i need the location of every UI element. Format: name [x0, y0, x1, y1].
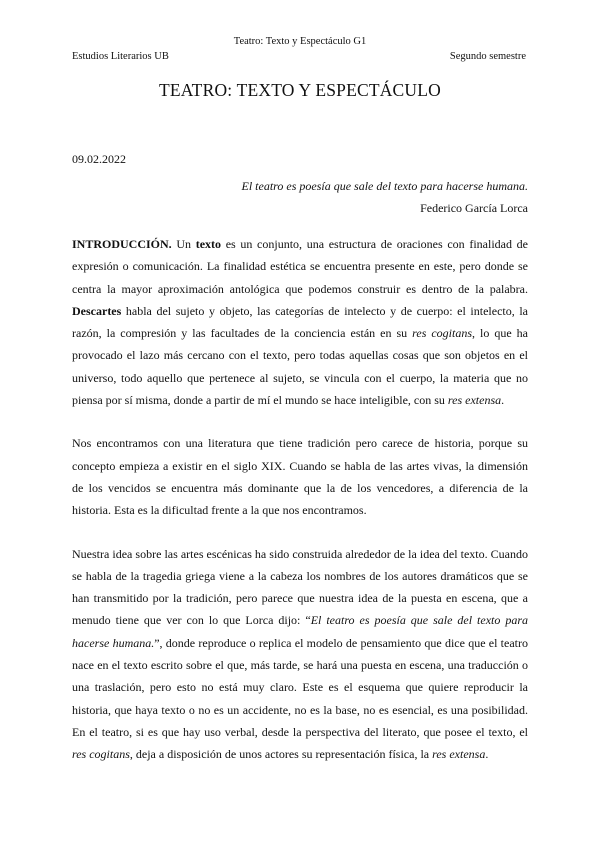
term-res-cogitans: res cogitans: [412, 326, 473, 341]
paragraph-introduction: [72, 233, 528, 411]
text-run: , lo que ha provocado el lazo más cercano con el texto, pero todas aquellas cosas que son objetos en el universo, todo aquello que pertenece al sujeto, se vincula con el cuerpo, la materia que no piensa por sí misma, donde a partir de mí el mundo se hace inteligible, con su: [72, 326, 528, 408]
term-res-extensa: res extensa: [432, 747, 486, 762]
paragraph-3: [72, 543, 528, 766]
text-run: .: [485, 747, 489, 762]
term-texto: texto: [195, 237, 222, 251]
date: 09.02.2022: [72, 152, 126, 166]
header-institution: Estudios Literarios UB: [72, 51, 169, 62]
document-body: [72, 233, 528, 766]
section-label: INTRODUCCIÓN.: [72, 237, 172, 251]
text-run: habla del sujeto y objeto, las categorías de intelecto y de cuerpo: el intelecto, la razón, la compresión y las facultades de la conciencia están en su: [72, 303, 528, 341]
text-run: Un: [171, 237, 196, 251]
running-header-title: Teatro: Texto y Espectáculo G1: [233, 36, 367, 47]
paragraph-2: Nos encontramos con una literatura que tiene tradición pero carece de historia, porque su concepto empieza a existir en el siglo XIX. Cuando se habla de las artes vivas, la dimensión de los vencidos se encuentra más dominante que la de los vencedores, a diferencia de la historia. Esta es la dificultad frente a la que nos encontramos.: [72, 436, 528, 518]
text-run: Nuestra idea sobre las artes escénicas ha sido construida alrededor de la idea del texto. Cuando se habla de la tragedia griega viene a la cabeza los nombres de los autores dramáticos que se han transmitido por la tradición, pero parece que nuestra idea de la puesta en escena, que a menudo tiene que ver con lo que Lorca dijo: “: [72, 546, 528, 628]
text-run: es un conjunto, una estructura de oraciones con finalidad de expresión o comunicación. La finalidad estética se encuentra presente en este, pero donde se centra la mayor aproximación antológica que podemos construir es dentro de la palabra.: [72, 237, 528, 296]
text-run: , deja a disposición de unos actores su representación física, la: [129, 747, 433, 762]
page-title: TEATRO: TEXTO Y ESPECTÁCULO: [159, 80, 441, 100]
text-run: ”, donde reproduce o replica el modelo de pensamiento que dice que el teatro nace en el texto escrito sobre el que, más tarde, se hará una puesta en escena, una traducción o una traslación, pero esto no está muy claro. Este es el esquema que quiere reproducir la historia, que haya texto o no es un accidente, no es la base, no es esencial, es una posibilidad. En el teatro, si es que hay uso verbal, desde la perspectiva del literato, que posee el texto, el: [72, 635, 528, 739]
epigraph-quote: El teatro es poesía que sale del texto para hacerse humana.: [241, 179, 528, 193]
term-res-cogitans: res cogitans: [72, 747, 130, 762]
term-res-extensa: res extensa: [447, 393, 502, 408]
header-semester: Segundo semestre: [449, 51, 526, 62]
epigraph-author: Federico García Lorca: [420, 201, 528, 215]
inline-quote: El teatro es poesía que sale del texto para hacerse humana.: [72, 613, 529, 650]
epigraph: [72, 175, 528, 219]
text-run: .: [501, 393, 505, 408]
term-descartes: Descartes: [72, 303, 122, 318]
